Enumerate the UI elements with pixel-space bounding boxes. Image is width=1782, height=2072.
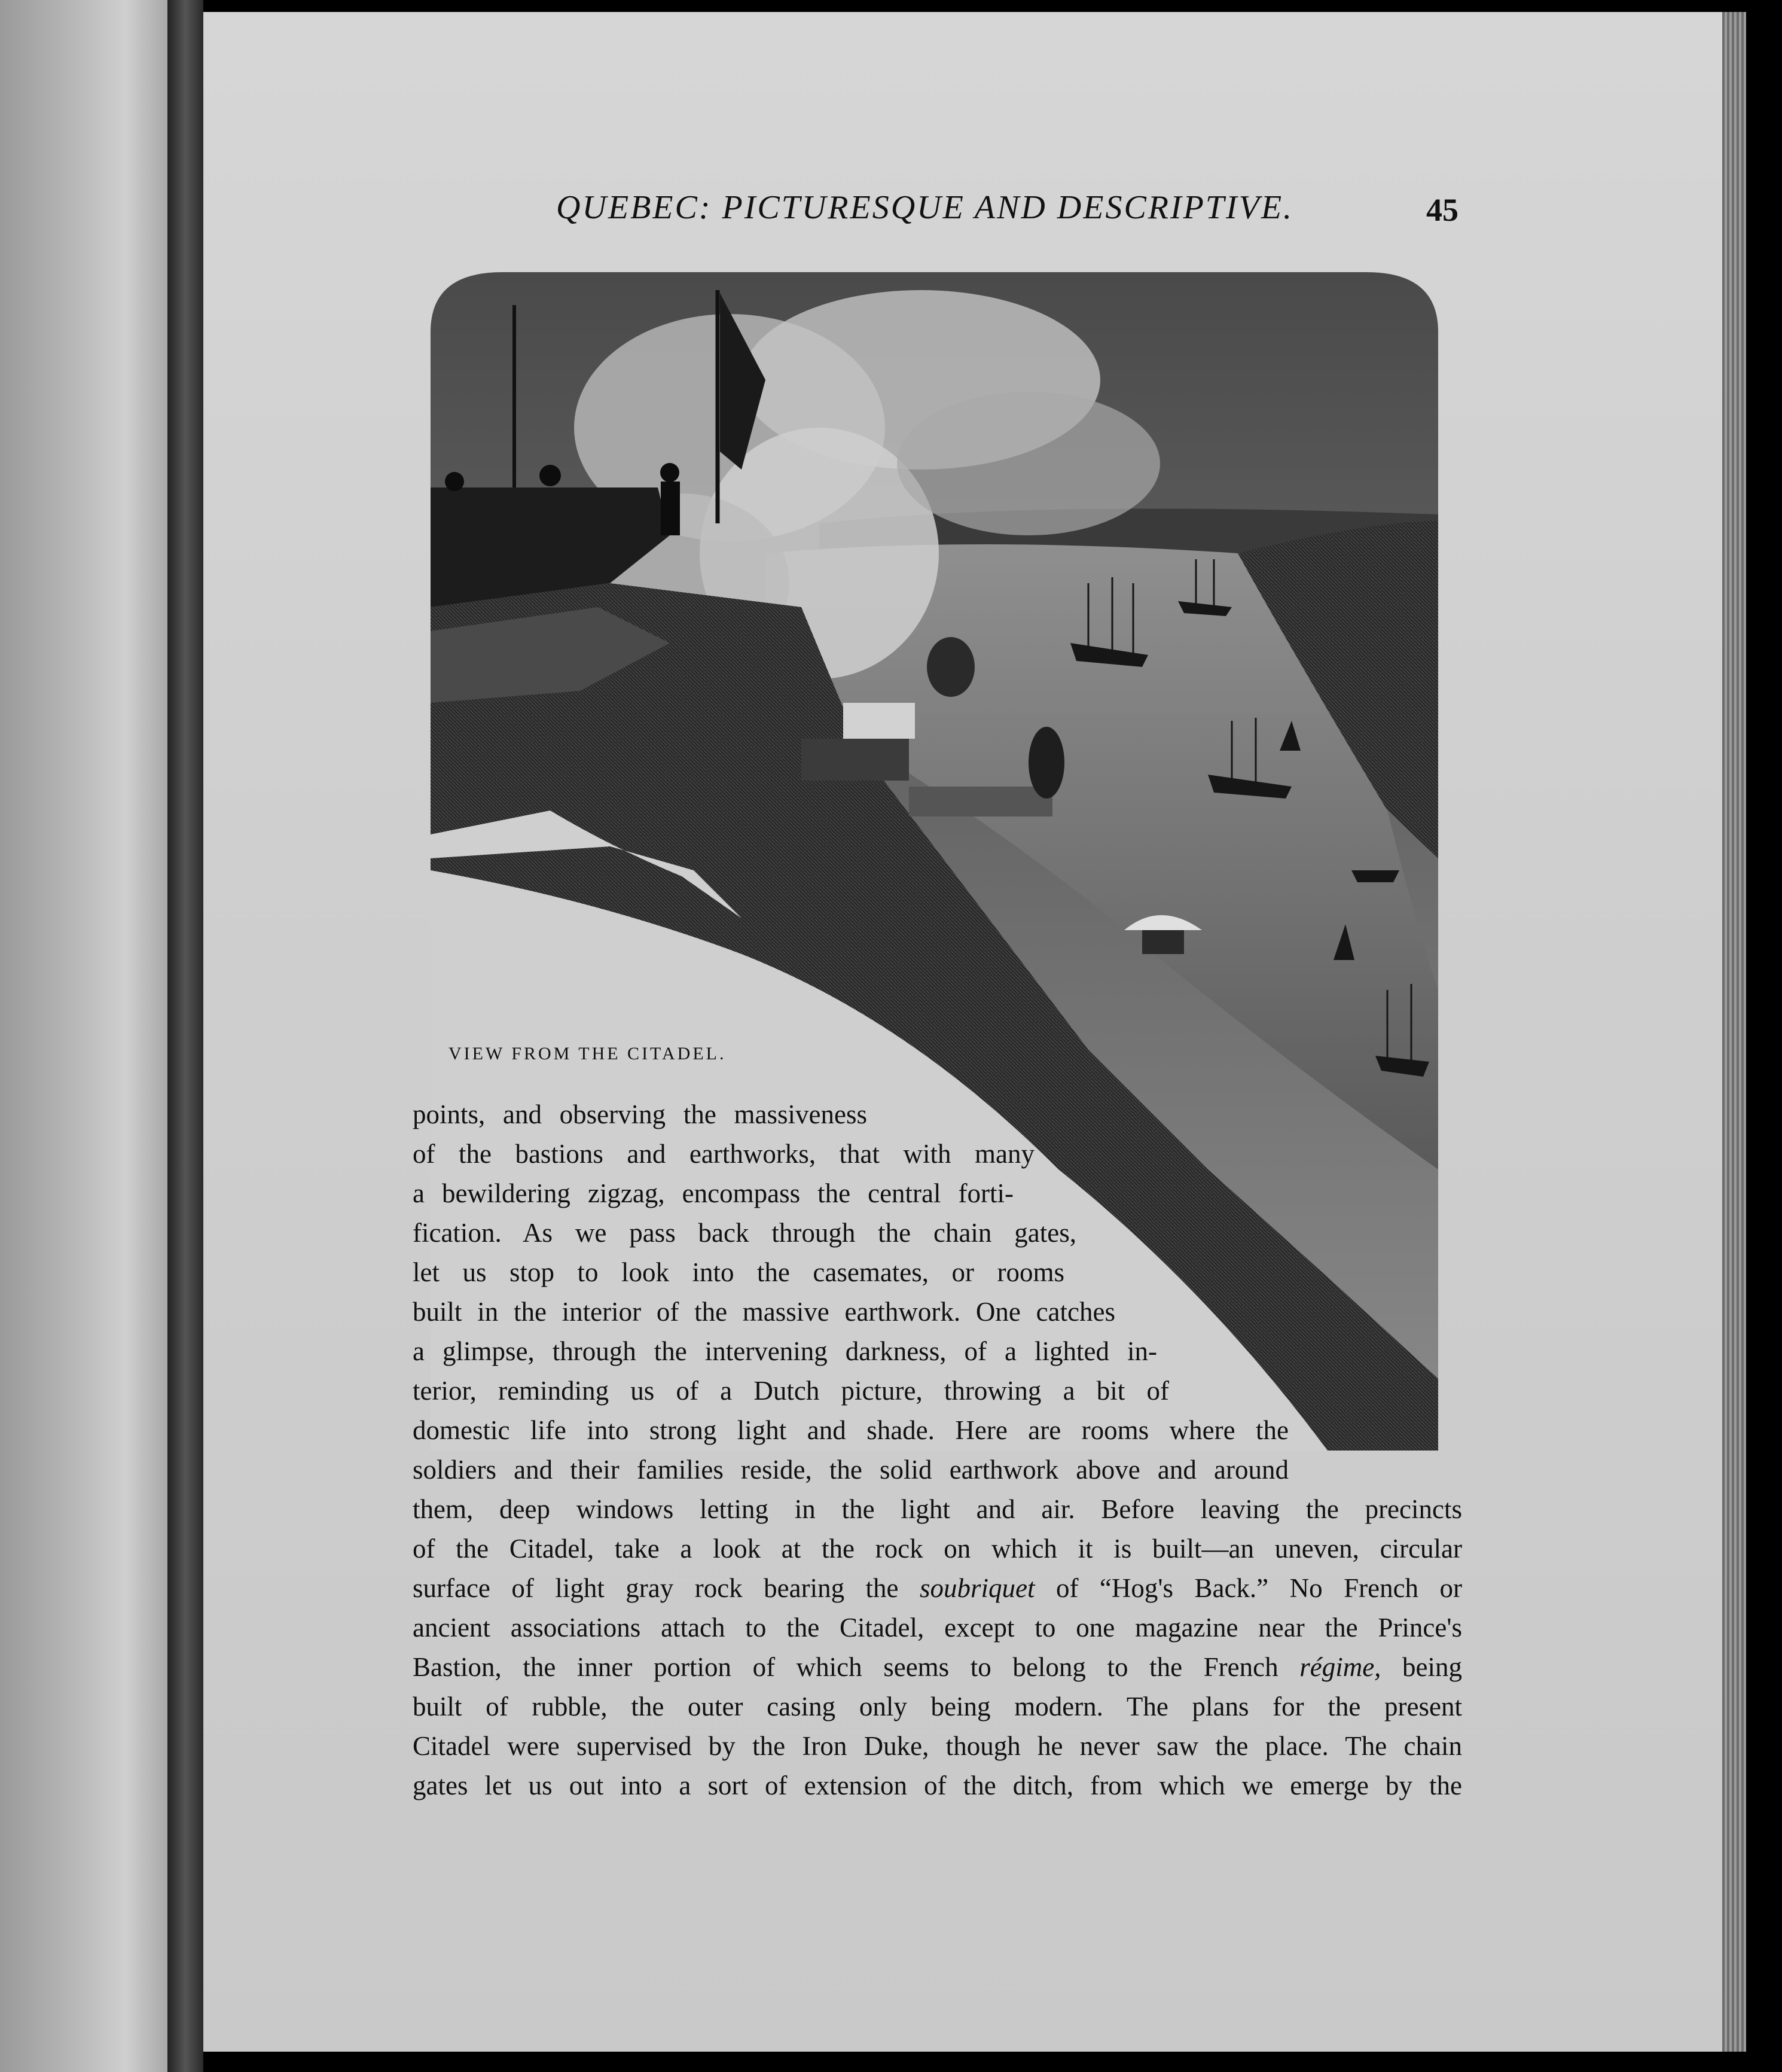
text-line: a bewildering zigzag, encompass the central forti-	[413, 1178, 1014, 1208]
text-line: points, and observing the massiveness	[413, 1099, 867, 1129]
text-line-with-italic	[413, 1647, 1462, 1687]
text-run: being	[1381, 1652, 1462, 1682]
text-line-with-italic	[413, 1568, 1462, 1608]
text-run: of “Hog's Back.” No French or	[1035, 1573, 1462, 1603]
italic-term: régime,	[1299, 1652, 1381, 1682]
body-text	[413, 1095, 1465, 1805]
page-stack-edge	[1722, 12, 1746, 2052]
text-line: gates let us out into a sort of extension of the ditch, from which we emerge by the	[413, 1771, 1462, 1800]
text-line: soldiers and their families reside, the solid earthwork above and around	[413, 1455, 1289, 1485]
text-line: them, deep windows letting in the light and air. Before leaving the precincts	[413, 1494, 1462, 1524]
text-line: fication. As we pass back through the chain gates,	[413, 1218, 1076, 1248]
illustration-caption: VIEW FROM THE CITADEL.	[448, 1044, 727, 1064]
text-line: Citadel were supervised by the Iron Duke, though he never saw the place. The chain	[413, 1731, 1462, 1761]
text-run: surface of light gray rock bearing the	[413, 1573, 920, 1603]
italic-term: soubriquet	[919, 1573, 1035, 1603]
running-title: QUEBEC: PICTURESQUE AND DESCRIPTIVE.	[556, 189, 1294, 226]
page-number: 45	[1426, 192, 1458, 228]
text-line: of the bastions and earthworks, that with many	[413, 1139, 1035, 1169]
text-line: built of rubble, the outer casing only being modern. The plans for the present	[413, 1692, 1462, 1721]
text-line: terior, reminding us of a Dutch picture, throwing a bit of	[413, 1376, 1169, 1406]
text-line: built in the interior of the massive earthwork. One catches	[413, 1297, 1115, 1327]
text-run: Bastion, the inner portion of which seems to belong to the French	[413, 1652, 1300, 1682]
text-line: domestic life into strong light and shade. Here are rooms where the	[413, 1415, 1289, 1445]
text-line: a glimpse, through the intervening darkness, of a lighted in-	[413, 1336, 1157, 1366]
text-line: let us stop to look into the casemates, or rooms	[413, 1257, 1064, 1287]
text-line: ancient associations attach to the Citadel, except to one magazine near the Prince's	[413, 1613, 1462, 1643]
previous-page-edge	[0, 0, 167, 2072]
book-gutter	[167, 0, 203, 2072]
text-line: of the Citadel, take a look at the rock on which it is built—an uneven, circular	[413, 1534, 1462, 1564]
